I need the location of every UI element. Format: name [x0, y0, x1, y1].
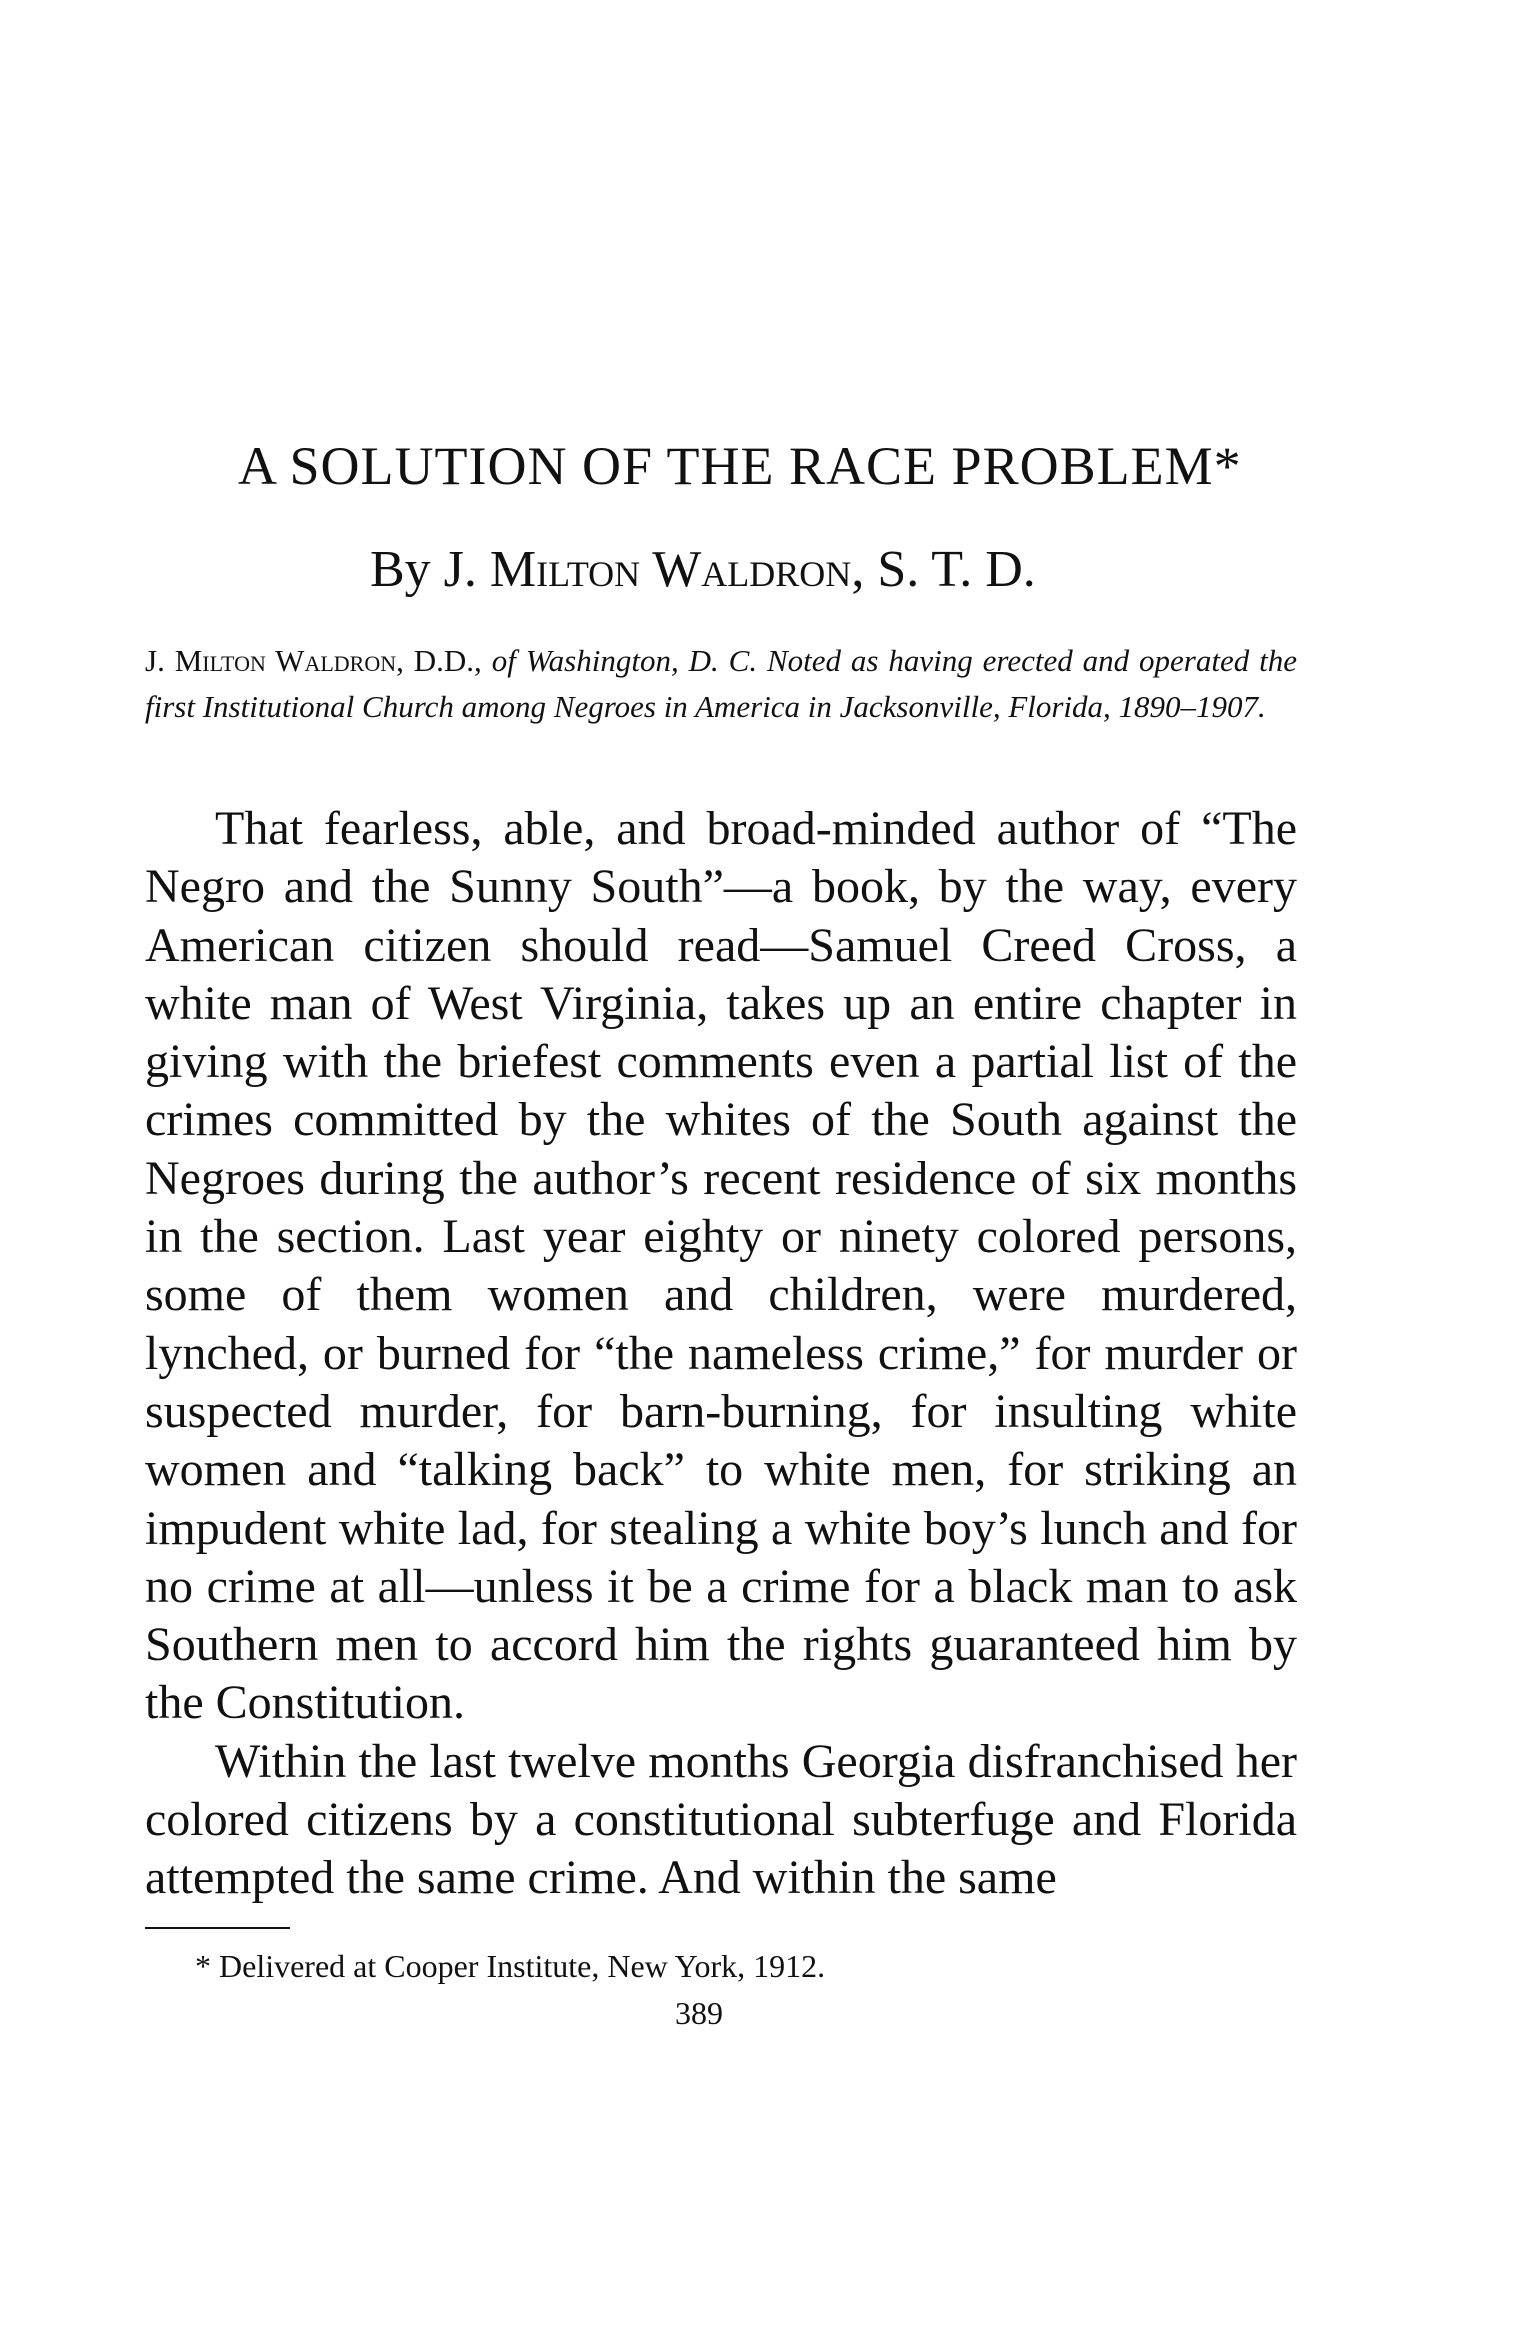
bio-degree: , D.D.,: [396, 643, 492, 678]
footnote-divider: [145, 1927, 290, 1929]
byline-prefix: By J.: [370, 541, 490, 598]
bio-text: of Washington, D. C. Noted as having erected and operated the first Institutional Church among Negroes in America in Jacksonville, Florida, 1890–1907.: [145, 643, 1297, 724]
footnote: * Delivered at Cooper Institute, New York, 1912.: [195, 1948, 826, 1984]
bio-name-prefix: J.: [145, 643, 175, 678]
paragraph: Within the last twelve months Georgia disfranchised her colored citizens by a constitutional subterfuge and Florida attempted the same crime. And within the same: [145, 1734, 1297, 1905]
byline: [370, 540, 1036, 599]
byline-suffix: , S. T. D.: [851, 541, 1036, 598]
article-title: A SOLUTION OF THE RACE PROBLEM*: [238, 436, 1242, 496]
bio-author-name: Milton Waldron: [174, 643, 397, 678]
body-text: [145, 800, 1297, 1908]
byline-author-name: Milton Waldron: [489, 541, 852, 598]
page-number: 389: [675, 1995, 723, 2031]
author-bio: [145, 638, 1297, 730]
paragraph: That fearless, able, and broad-minded author of “The Negro and the Sunny South”—a book, by the way, every American citizen should read—Samuel Creed Cross, a white man of West Virginia, takes up an entire chapter in giving with the briefest comments even a partial list of the crimes committed by the whites of the South against the Negroes during the author’s recent residence of six months in the section. Last year eighty or ninety colored persons, some of them women and children, were murdered, lynched, or burned for “the nameless crime,” for murder or suspected murder, for barn-burning, for insulting white women and “talking back” to white men, for striking an impudent white lad, for stealing a white boy’s lunch and for no crime at all—unless it be a crime for a black man to ask Southern men to accord him the rights guaranteed him by the Constitution.: [145, 802, 1297, 1730]
